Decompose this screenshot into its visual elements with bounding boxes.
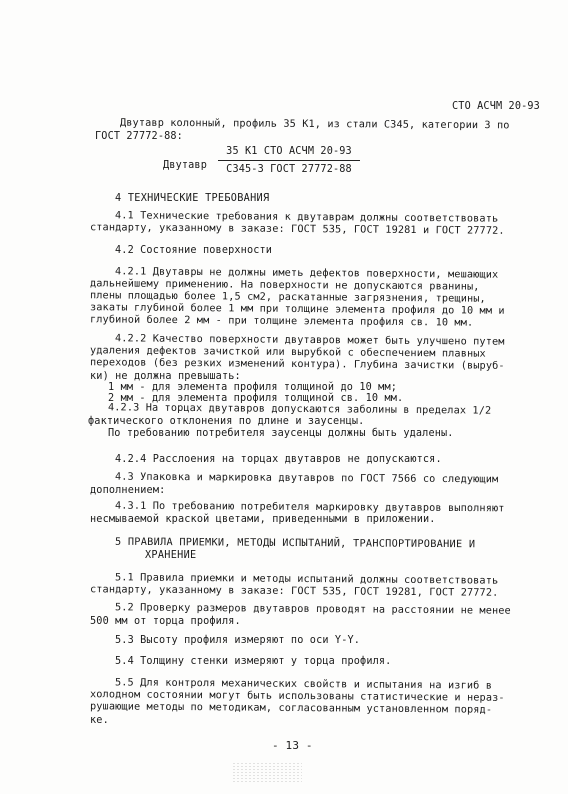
section-5-heading: 5 ПРАВИЛА ПРИЕМКИ, МЕТОДЫ ИСПЫТАНИЙ, ТРАНСПОРТИРОВАНИЕ И [114,536,476,551]
paragraph-line: 5.4 Толщину стенки измеряют у торца профиля. [115,656,392,667]
faint-stamp-mark [232,762,302,784]
section-5-heading: ХРАНЕНИЕ [145,550,197,561]
designation-numerator: 35 К1 СТО АСЧМ 20-93 [226,146,352,157]
paragraph-line: закаты глубиной более 1 мм при толщине элемента профиля до 10 мм и [89,302,505,317]
paragraph-line: фактического отклонения по длине и заусенцы. [88,416,365,427]
list-item: 2 мм - для элемента профиля толщиной св. 10 мм. [108,393,404,404]
page-number: - 13 - [272,739,313,752]
paragraph-line: ки) не должна превышать: [90,371,241,382]
paragraph-line: плены площадью более 1,5 см2, раскатанные загрязнения, трещины, [89,290,486,305]
paragraph-line: 4.2.4 Расслоения на торцах двутавров не допускаются. [115,454,442,465]
paragraph-line: глубиной более 2 мм - при толщине элемента профиля св. 10 мм. [89,314,474,329]
paragraph-line: 4.2.1 Двутавры не должны иметь дефектов поверхности, мешающих [114,266,499,281]
intro-line: Двутавр колонный, профиль 35 К1, из стали С345, категории 3 по [119,117,510,132]
paragraph-line: 4.2.2 Качество поверхности двутавров может быть улучшено путем [114,333,505,348]
designation-label: Двутавр [163,160,207,171]
list-item: 1 мм - для элемента профиля толщиной до 10 мм; [108,382,398,393]
designation-fraction [218,146,360,176]
paragraph-line: дополнением: [90,485,166,496]
paragraph-line: рушающие методы по методикам, согласованным установленном поряд- [89,701,493,716]
designation-denominator: С345-3 ГОСТ 27772-88 [226,164,352,175]
fraction-line [218,160,360,161]
paragraph-line: удаления дефектов зачисткой или вырубкой с обеспечением плавных [89,345,486,360]
paragraph-line: 4.3 Упаковка и маркировка двутавров по ГОСТ 7566 со следующим [114,471,499,486]
paragraph-line: несмываемой краской цветами, приведенными в приложении. [90,514,436,525]
paragraph-line: холодном состоянии могут быть использованы статистические и нераз- [89,689,505,704]
paragraph-line: 4.2.3 На торцах двутавров допускаются заболины в пределах 1/2 [107,402,492,417]
paragraph-line: стандарту, указанному в заказе: ГОСТ 535, ГОСТ 19281 и ГОСТ 27772. [89,222,505,237]
paragraph-line: 4.3.1 По требованию потребителя маркировку двутавров выполняют [114,500,505,515]
paragraph-line: 5.5 Для контроля механических свойств и испытания на изгиб в [114,677,493,692]
paragraph-line: переходов (без резких изменений контура). Глубина зачистки (выруб- [89,357,505,372]
paragraph-line: стандарту, указанному в заказе: ГОСТ 535, ГОСТ 19281, ГОСТ 27772. [89,584,499,599]
paragraph-line: 4.1 Технические требования к двутаврам должны соответствовать [114,210,499,225]
paragraph-line: 500 мм от торца профиля. [90,616,241,627]
paragraph-line: 5.2 Проверку размеров двутавров проводят на расстоянии не менее [114,602,511,617]
paragraph-line: ке. [90,715,109,726]
section-4-heading: 4 ТЕХНИЧЕСКИЕ ТРЕБОВАНИЯ [115,193,270,204]
paragraph-line: 5.1 Правила приемки и методы испытаний должны соответствовать [114,572,499,587]
paragraph-line: дальнейшему применению. На поверхности не допускаются рвaнины, [89,278,480,293]
paragraph-line: 5.3 Высоту профиля измеряют по оси Y-Y. [115,635,361,646]
subsection-heading: 4.2 Состояние поверхности [115,245,273,256]
intro-line: ГОСТ 27772-88: [95,131,183,142]
document-code: СТО АСЧМ 20-93 [452,101,540,112]
paragraph-line: По требованию потребителя заусенцы должны быть удалены. [108,428,454,439]
